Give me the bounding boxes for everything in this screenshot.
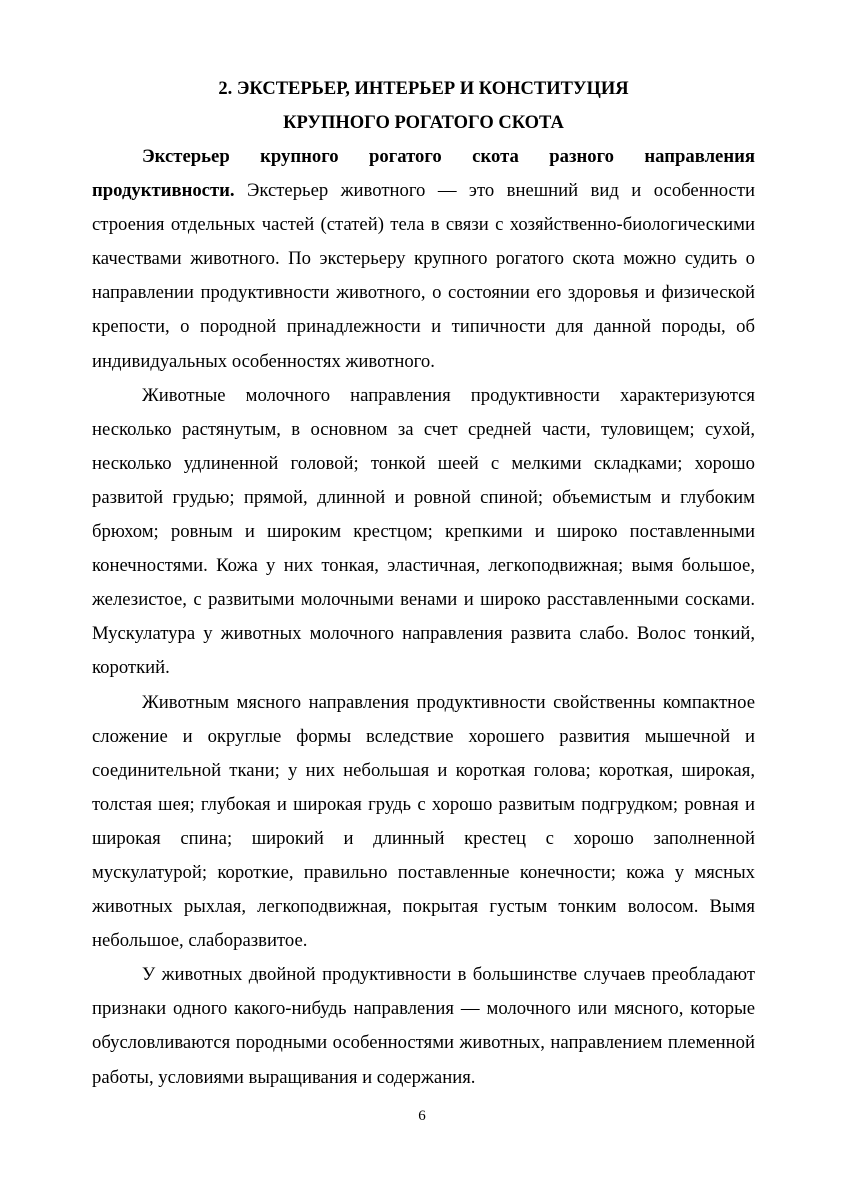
section-heading [92,72,755,140]
heading-line-2: КРУПНОГО РОГАТОГО СКОТА [283,113,564,133]
heading-line-1: 2. ЭКСТЕРЬЕР, ИНТЕРЬЕР И КОНСТИТУЦИЯ [218,79,629,99]
paragraph-lead-bold: Экстерьер крупного рогатого скота разного направления продуктивности. [92,146,755,202]
paragraph-dairy-type: Животные молочного направления продуктивности характеризуются несколько растянутым, в основном за счет средней части, туловищем; сухой, несколько удлиненной головой; тонкой шеей с мелкими складками; хорошо развитой грудью; прямой, длинной и ровной спиной; объемистым и глубоким брюхом; ровным и широким крестцом; крепкими и широко поставленными конечностями. Кожа у них тонкая, эластичная, легкоподвижная; вымя большое, железистое, с развитыми молочными венами и широко расставленными сосками. Мускулатура у животных молочного направления развита слабо. Волос тонкий, короткий. [92,384,755,679]
paragraph-text: Экстерьер животного — это внешний вид и особенности строения отдельных частей (статей) тела в связи с хозяйственно-биологическими качествами животного. По экстерьеру крупного рогатого скота можно судить о направлении продуктивности животного, о состоянии его здоровья и физической крепости, о породной принадлежности и типичности для данной породы, об индивидуальных особенностях животного. [92,180,755,372]
document-page [92,72,755,1095]
paragraph-meat-type: Животным мясного направления продуктивности свойственны компактное сложение и округлые формы вследствие хорошего развития мышечной и соединительной ткани; у них небольшая и короткая голова; короткая, широкая, толстая шея; глубокая и широкая грудь с хорошо развитым подгрудком; ровная и широкая спина; широкий и длинный крестец с хорошо заполненной мускулатурой; короткие, правильно поставленные конечности; кожа у мясных животных рыхлая, легкоподвижная, покрытая густым тонким волосом. Вымя небольшое, слаборазвитое. [92,691,755,952]
page-number: 6 [418,1108,426,1124]
paragraph-exterior-intro [92,140,755,379]
paragraph-dual-purpose-type: У животных двойной продуктивности в большинстве случаев преобладают признаки одного какого-нибудь направления — молочного или мясного, которые обусловливаются породными особенностями животных, направлением племенной работы, условиями выращивания и содержания. [92,964,755,1088]
